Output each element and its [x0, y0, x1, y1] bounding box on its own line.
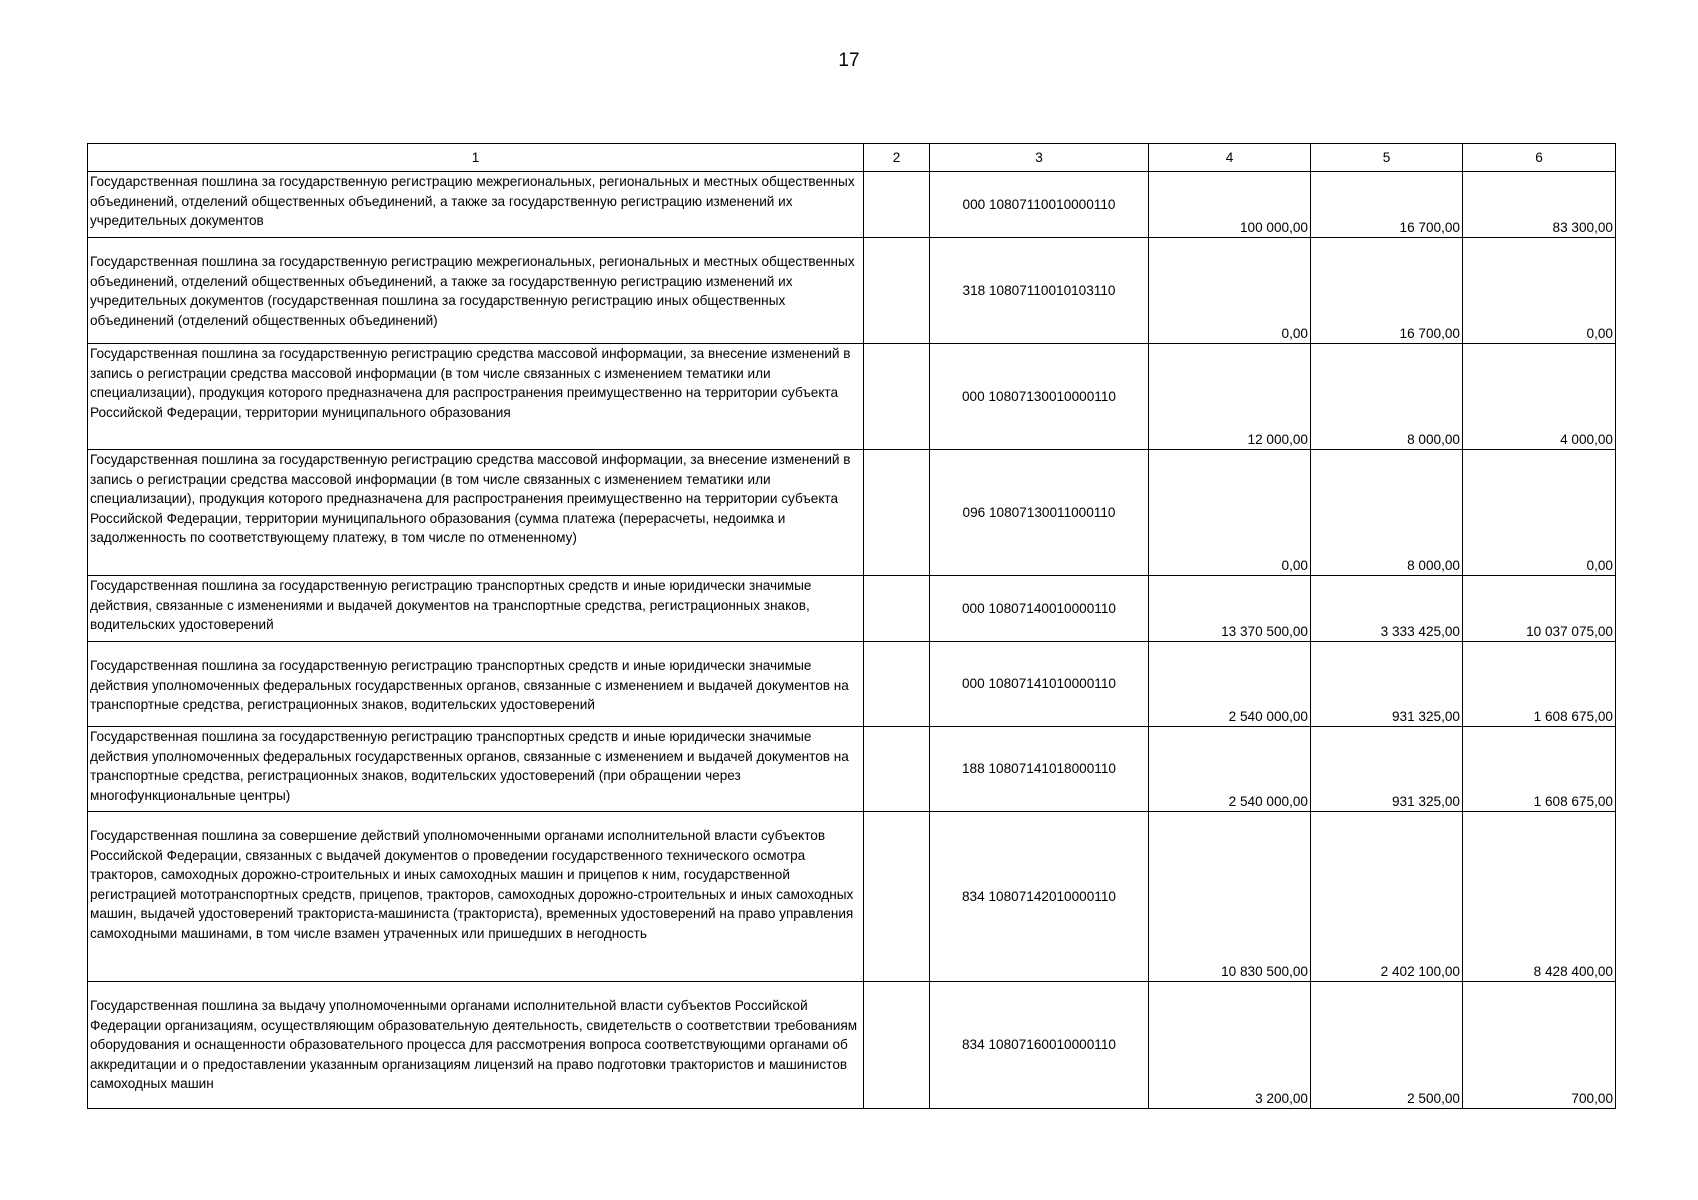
row-col2: [864, 982, 930, 1109]
row-value-5: 8 000,00: [1311, 344, 1463, 450]
table-row: [88, 576, 1616, 642]
row-code: 096 10807130011000110: [930, 450, 1149, 576]
revenue-table: [87, 143, 1616, 1109]
table-row: [88, 172, 1616, 238]
row-value-4: 3 200,00: [1149, 982, 1311, 1109]
row-description: Государственная пошлина за государственную регистрацию средства массовой информации, за внесение изменений в запись о регистрации средства массовой информации (в том числе связанных с изменением тематики или специализации), продукция которого предназначена для распространения преимущественно на территории субъекта Российской Федерации, территории муниципального образования (сумма платежа (перерасчеты, недоимка и задолженность по соответствующему платежу, в том числе по отмененному): [88, 450, 864, 576]
page-number: 17: [838, 50, 860, 71]
row-value-6: 0,00: [1463, 450, 1616, 576]
column-header-5: 5: [1311, 144, 1463, 172]
column-header-6: 6: [1463, 144, 1616, 172]
table-row: [88, 812, 1616, 982]
row-description: Государственная пошлина за совершение действий уполномоченными органами исполнительной власти субъектов Российской Федерации, связанных с выдачей документов о проведении государственного технического осмотра тракторов, самоходных дорожно-строительных и иных самоходных машин и прицепов к ним, государственной регистрацией мототранспортных средств, прицепов, тракторов, самоходных дорожно-строительных и иных самоходных машин, выдачей удостоверений тракториста-машиниста (тракториста), временных удостоверений на право управления самоходными машинами, в том числе взамен утраченных или пришедших в негодность: [88, 812, 864, 982]
row-description: Государственная пошлина за государственную регистрацию межрегиональных, региональных и местных общественных объединений, отделений общественных объединений, а также за государственную регистрацию изменений их учредительных документов: [88, 172, 864, 238]
row-col2: [864, 812, 930, 982]
row-value-4: 2 540 000,00: [1149, 642, 1311, 727]
row-value-6: 8 428 400,00: [1463, 812, 1616, 982]
row-value-5: 2 402 100,00: [1311, 812, 1463, 982]
row-code: 318 10807110010103110: [930, 238, 1149, 344]
row-description: Государственная пошлина за государственную регистрацию средства массовой информации, за внесение изменений в запись о регистрации средства массовой информации (в том числе связанных с изменением тематики или специализации), продукция которого предназначена для распространения преимущественно на территории субъекта Российской Федерации, территории муниципального образования: [88, 344, 864, 450]
row-description: Государственная пошлина за государственную регистрацию транспортных средств и иные юридически значимые действия уполномоченных федеральных государственных органов, связанные с изменением и выдачей документов на транспортные средства, регистрационных знаков, водительских удостоверений: [88, 642, 864, 727]
row-value-4: 13 370 500,00: [1149, 576, 1311, 642]
row-value-5: 3 333 425,00: [1311, 576, 1463, 642]
column-header-4: 4: [1149, 144, 1311, 172]
row-value-6: 4 000,00: [1463, 344, 1616, 450]
row-col2: [864, 642, 930, 727]
row-col2: [864, 450, 930, 576]
row-value-4: 2 540 000,00: [1149, 727, 1311, 812]
row-value-5: 2 500,00: [1311, 982, 1463, 1109]
row-value-5: 8 000,00: [1311, 450, 1463, 576]
table-row: [88, 450, 1616, 576]
table-header-row: [88, 144, 1616, 172]
row-code: 000 10807141010000110: [930, 642, 1149, 727]
row-value-6: 1 608 675,00: [1463, 727, 1616, 812]
table-row: [88, 344, 1616, 450]
row-value-4: 100 000,00: [1149, 172, 1311, 238]
table-row: [88, 238, 1616, 344]
row-col2: [864, 172, 930, 238]
row-description: Государственная пошлина за выдачу уполномоченными органами исполнительной власти субъектов Российской Федерации организациям, осуществляющим образовательную деятельность, свидетельств о соответствии требованиям оборудования и оснащенности образовательного процесса для рассмотрения вопроса соответствующими органами об аккредитации и о предоставлении указанным организациям лицензий на право подготовки трактористов и машинистов самоходных машин: [88, 982, 864, 1109]
row-value-6: 1 608 675,00: [1463, 642, 1616, 727]
row-code: 188 10807141018000110: [930, 727, 1149, 812]
row-value-6: 83 300,00: [1463, 172, 1616, 238]
column-header-2: 2: [864, 144, 930, 172]
row-value-6: 10 037 075,00: [1463, 576, 1616, 642]
row-code: 000 10807110010000110: [930, 172, 1149, 238]
column-header-1: 1: [88, 144, 864, 172]
row-value-5: 931 325,00: [1311, 642, 1463, 727]
row-col2: [864, 727, 930, 812]
row-value-5: 16 700,00: [1311, 238, 1463, 344]
row-value-4: 12 000,00: [1149, 344, 1311, 450]
table-row: [88, 642, 1616, 727]
row-value-6: 0,00: [1463, 238, 1616, 344]
table-row: [88, 982, 1616, 1109]
row-value-4: 0,00: [1149, 238, 1311, 344]
row-col2: [864, 238, 930, 344]
row-value-6: 700,00: [1463, 982, 1616, 1109]
row-value-5: 931 325,00: [1311, 727, 1463, 812]
row-description: Государственная пошлина за государственную регистрацию межрегиональных, региональных и местных общественных объединений, отделений общественных объединений, а также за государственную регистрацию изменений их учредительных документов (государственная пошлина за государственную регистрацию иных общественных объединений (отделений общественных объединений): [88, 238, 864, 344]
row-col2: [864, 344, 930, 450]
row-code: 834 10807142010000110: [930, 812, 1149, 982]
row-col2: [864, 576, 930, 642]
column-header-3: 3: [930, 144, 1149, 172]
row-description: Государственная пошлина за государственную регистрацию транспортных средств и иные юридически значимые действия, связанные с изменениями и выдачей документов на транспортные средства, регистрационных знаков, водительских удостоверений: [88, 576, 864, 642]
row-description: Государственная пошлина за государственную регистрацию транспортных средств и иные юридически значимые действия уполномоченных федеральных государственных органов, связанные с изменением и выдачей документов на транспортные средства, регистрационных знаков, водительских удостоверений (при обращении через многофункциональные центры): [88, 727, 864, 812]
table-row: [88, 727, 1616, 812]
row-value-4: 0,00: [1149, 450, 1311, 576]
row-code: 834 10807160010000110: [930, 982, 1149, 1109]
row-value-4: 10 830 500,00: [1149, 812, 1311, 982]
row-value-5: 16 700,00: [1311, 172, 1463, 238]
row-code: 000 10807130010000110: [930, 344, 1149, 450]
row-code: 000 10807140010000110: [930, 576, 1149, 642]
